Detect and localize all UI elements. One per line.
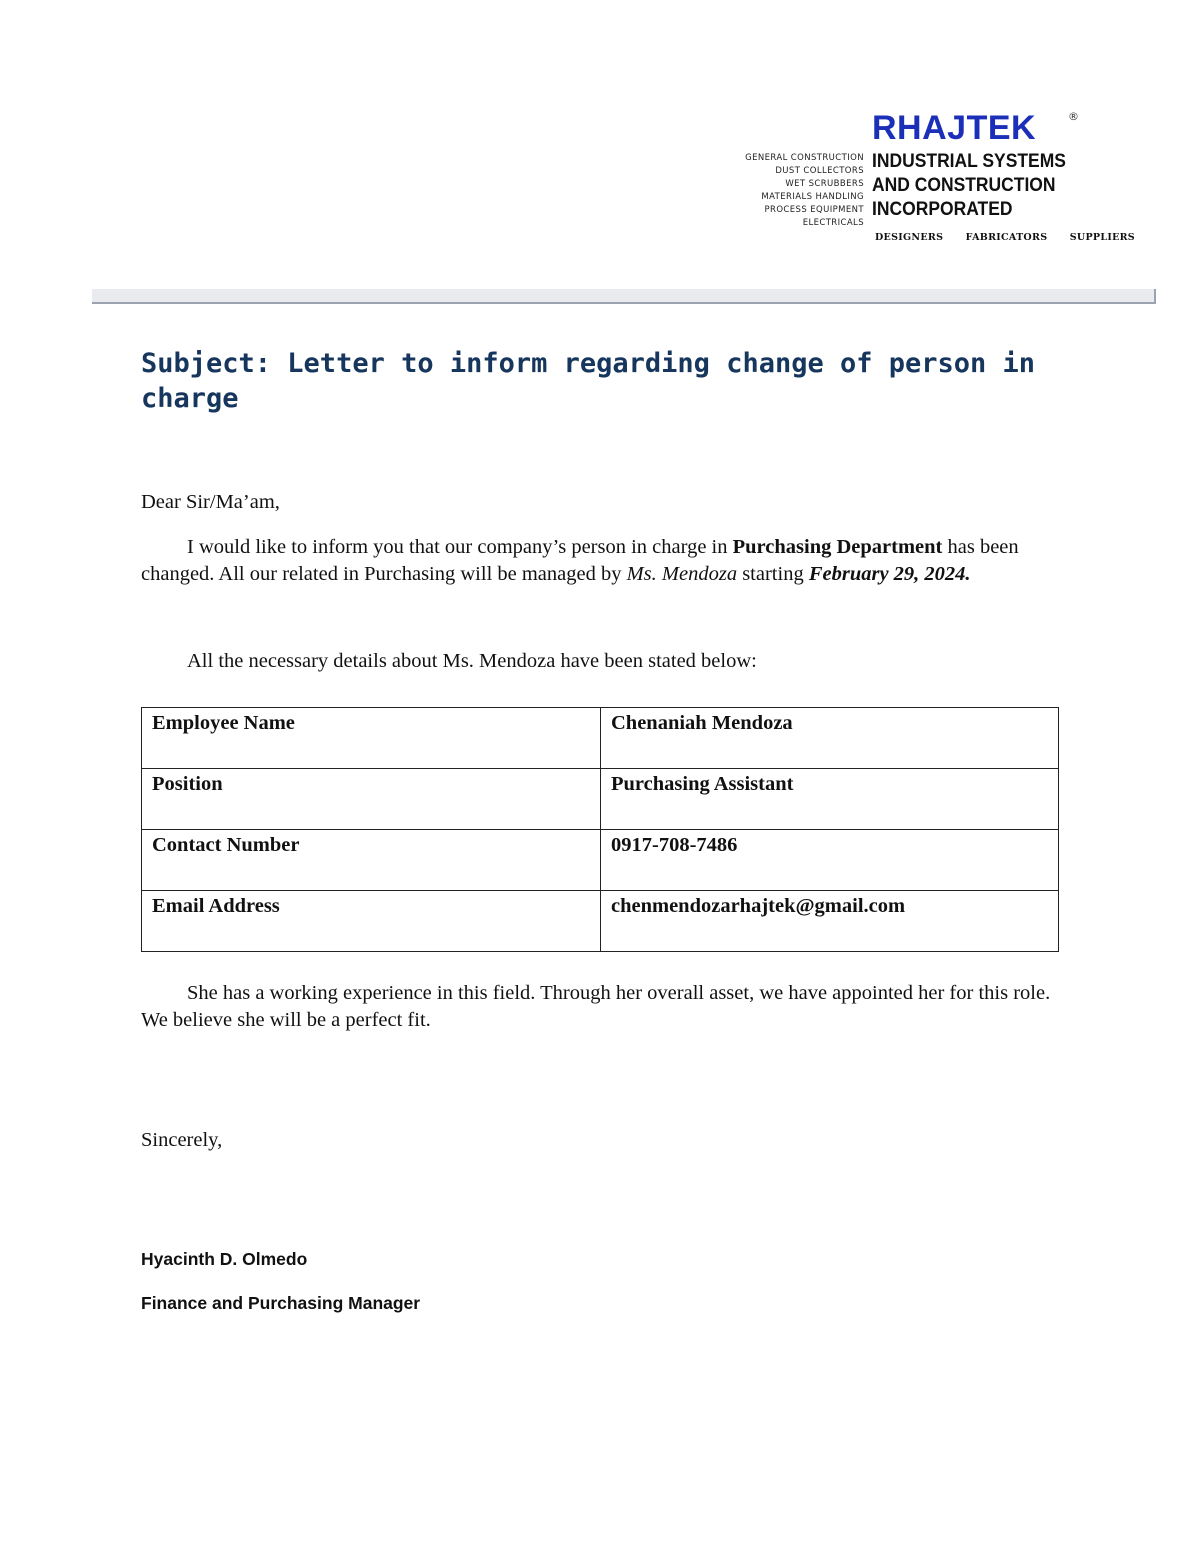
table-row <box>142 769 1059 830</box>
intro-paragraph <box>141 534 1061 588</box>
brand-name: RHAJTEK <box>872 109 1037 147</box>
intro-text: starting <box>737 563 809 585</box>
closing-paragraph: She has a working experience in this field. Through her overall asset, we have appointed her for this role. We believe she will be a perfect fit. <box>141 982 1051 1031</box>
table-row <box>142 891 1059 952</box>
services-list <box>724 152 864 230</box>
details-intro-paragraph: All the necessary details about Ms. Mendoza have been stated below: <box>187 650 757 672</box>
closing: Sincerely, <box>141 1129 223 1151</box>
employee-details-table <box>141 707 1059 952</box>
header-divider <box>92 289 1156 304</box>
service-item: DUST COLLECTORS <box>775 166 864 176</box>
person-name: Ms. Mendoza <box>626 563 738 585</box>
table-value: 0917-708-7486 <box>601 830 1059 891</box>
company-name-line: AND CONSTRUCTION <box>872 175 1056 196</box>
table-row <box>142 830 1059 891</box>
table-value: Chenaniah Mendoza <box>601 708 1059 769</box>
service-item: WET SCRUBBERS <box>785 179 864 189</box>
letter-subject: Subject: Letter to inform regarding change of person in charge <box>141 348 1036 414</box>
service-item: PROCESS EQUIPMENT <box>764 205 864 215</box>
table-label: Contact Number <box>142 830 601 891</box>
table-label: Email Address <box>142 891 601 952</box>
intro-text: has been changed. All our related in Purchasing will be managed by <box>141 536 1019 585</box>
table-label: Position <box>142 769 601 830</box>
company-name-line: INCORPORATED <box>872 199 1013 220</box>
salutation: Dear Sir/Ma’am, <box>141 491 280 513</box>
service-item: ELECTRICALS <box>802 218 864 228</box>
signatory-title: Finance and Purchasing Manager <box>141 1293 421 1313</box>
company-logo <box>872 108 1142 222</box>
table-label: Employee Name <box>142 708 601 769</box>
department-name: Purchasing Department <box>732 536 943 558</box>
intro-text: I would like to inform you that our company’s person in charge in <box>187 536 733 558</box>
signatory-name: Hyacinth D. Olmedo <box>141 1249 308 1269</box>
registered-mark: ® <box>1068 110 1079 123</box>
table-value: Purchasing Assistant <box>601 769 1059 830</box>
letterhead <box>724 108 1144 258</box>
service-item: MATERIALS HANDLING <box>761 192 864 202</box>
company-tagline <box>875 232 1135 243</box>
tagline-item: DESIGNERS <box>875 232 944 243</box>
tagline-item: FABRICATORS <box>965 232 1048 243</box>
table-value: chenmendozarhajtek@gmail.com <box>601 891 1059 952</box>
service-item: GENERAL CONSTRUCTION <box>745 153 864 163</box>
company-name-line: INDUSTRIAL SYSTEMS <box>872 151 1066 172</box>
table-row <box>142 708 1059 769</box>
tagline-item: SUPPLIERS <box>1069 232 1135 243</box>
start-date: February 29, 2024. <box>808 563 971 585</box>
